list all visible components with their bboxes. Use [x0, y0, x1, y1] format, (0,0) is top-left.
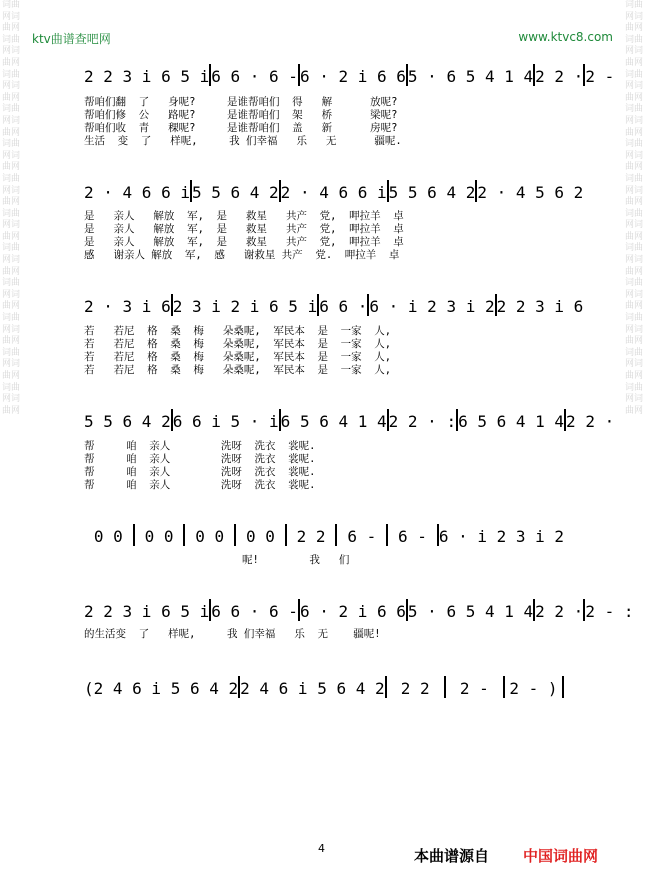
lyric-line: 帮咱们修 公 路呢? 是谁帮咱们 架 桥 梁呢? — [84, 109, 398, 121]
lyric-line: 是 亲人 解放 军, 是 救星 共产 党, 呷拉羊 卓 — [84, 223, 404, 235]
lyric-line: 帮咱们翻 了 身呢? 是谁帮咱们 得 解 放呢? — [84, 96, 398, 108]
measure: 6 6 · — [319, 297, 368, 316]
score-system-4 — [84, 407, 615, 431]
measure: 6 · i 2 3 i 2 — [369, 297, 495, 316]
measure: 6 - — [398, 527, 427, 546]
measure: 2 2 · : — [388, 412, 457, 431]
measure: 2 2 · — [566, 412, 615, 431]
measure: 0 0 — [245, 527, 275, 546]
lyric-line: 感 谢亲人 解放 军, 感 谢救星 共产 党. 呷拉羊 卓 — [84, 249, 400, 261]
score-system-6 — [84, 597, 634, 621]
lyric-line: 帮咱们收 青 稞呢? 是谁帮咱们 盖 新 房呢? — [84, 122, 398, 134]
measure: 6 5 6 4 1 4 — [458, 412, 565, 431]
score-system-1 — [84, 62, 615, 86]
measure: 0 0 — [93, 527, 123, 546]
measure: 2 - — [585, 67, 615, 86]
measure: 6 6 i 5 · i — [172, 412, 279, 431]
lyric-line: 若 若尼 格 桑 梅 朵桑呢, 军民本 是 一家 人, — [84, 351, 392, 363]
measure: 2 2 · — [535, 602, 584, 621]
lyric-line: 帮 咱 亲人 洗呀 洗衣 裳呢. — [84, 466, 316, 478]
measure: 2 - — [459, 679, 489, 698]
source-label: 本曲谱源自 — [414, 847, 490, 865]
lyric-line: 帮 咱 亲人 洗呀 洗衣 裳呢. — [84, 453, 316, 465]
measure: 2 · 4 5 6 2 — [477, 183, 584, 202]
measure: 2 4 6 i 5 6 4 2 — [240, 679, 385, 698]
measure: 0 0 — [195, 527, 225, 546]
measure: 2 2 — [296, 527, 326, 546]
lyric-line: 若 若尼 格 桑 梅 朵桑呢, 军民本 是 一家 人, — [84, 325, 392, 337]
watermark-right: 词曲网词曲网词曲网词曲网词曲网词曲网词曲网词曲网词曲网词曲网词曲网词曲网词曲网词曲网词曲网词曲网词曲网词曲网词曲网词曲网词曲网词曲网词曲网词曲网 — [625, 0, 644, 416]
measure: 2 2 3 i 6 — [496, 297, 584, 316]
watermark-left: 词曲网词曲网词曲网词曲网词曲网词曲网词曲网词曲网词曲网词曲网词曲网词曲网词曲网词曲网词曲网词曲网词曲网词曲网词曲网词曲网词曲网词曲网词曲网词曲网 — [2, 0, 21, 416]
measure: 2 2 3 i 6 5 i — [84, 67, 210, 86]
lyric-line: 若 若尼 格 桑 梅 朵桑呢, 军民本 是 一家 人, — [84, 338, 392, 350]
lyric-line: 帮 咱 亲人 洗呀 洗衣 裳呢. — [84, 479, 316, 491]
header-site-url[interactable]: www.ktvc8.com — [518, 30, 613, 44]
measure: 6 6 · 6 - — [211, 602, 298, 621]
lyric-line: 呢! 我 们 — [84, 554, 350, 566]
page-number: 4 — [318, 842, 325, 855]
header-site-name: ktv曲谱查吧网 — [32, 32, 111, 46]
measure: 2 · 4 6 6 i — [84, 183, 190, 202]
measure: 2 2 — [400, 679, 430, 698]
measure: 2 - : — [585, 602, 634, 621]
measure: 0 0 — [144, 527, 174, 546]
measure: 6 6 · 6 - — [211, 67, 298, 86]
lyric-line: 是 亲人 解放 军, 是 救星 共产 党, 呷拉羊 卓 — [84, 210, 404, 222]
lyric-line: 是 亲人 解放 军, 是 救星 共产 党, 呷拉羊 卓 — [84, 236, 404, 248]
score-system-2 — [84, 178, 584, 202]
score-system-7 — [84, 674, 564, 698]
measure: 2 - ) — [509, 679, 558, 698]
lyric-line: 生活 变 了 样呢, 我 们幸福 乐 无 疆呢. — [84, 135, 402, 147]
measure: 2 2 3 i 6 5 i — [84, 602, 210, 621]
measure: 2 · 3 i 6 — [84, 297, 171, 316]
score-system-3 — [84, 292, 584, 316]
score-system-5 — [84, 522, 564, 546]
lyric-line: 的生活变 了 样呢, 我 们幸福 乐 无 疆呢! — [84, 628, 381, 640]
measure: 6 · 2 i 6 6 — [299, 67, 406, 86]
lyric-line: 帮 咱 亲人 洗呀 洗衣 裳呢. — [84, 440, 316, 452]
measure: 2 · 4 6 6 i — [280, 183, 387, 202]
lyric-line: 若 若尼 格 桑 梅 朵桑呢, 军民本 是 一家 人, — [84, 364, 392, 376]
measure: 5 5 6 4 2 — [191, 183, 279, 202]
measure: 5 · 6 5 4 1 4 — [407, 67, 534, 86]
measure: 6 5 6 4 1 4 — [280, 412, 387, 431]
measure: 6 - — [347, 527, 377, 546]
measure: 5 5 6 4 2 — [388, 183, 476, 202]
measure: 6 · 2 i 6 6 — [299, 602, 406, 621]
source-site-link[interactable]: 中国词曲网 — [523, 847, 599, 865]
measure: 5 5 6 4 2 — [84, 412, 171, 431]
measure: 2 3 i 2 i 6 5 i — [172, 297, 318, 316]
measure: 6 · i 2 3 i 2 — [438, 527, 565, 546]
measure: (2 4 6 i 5 6 4 2 — [84, 679, 239, 698]
measure: 5 · 6 5 4 1 4 — [407, 602, 534, 621]
measure: 2 2 · — [535, 67, 584, 86]
